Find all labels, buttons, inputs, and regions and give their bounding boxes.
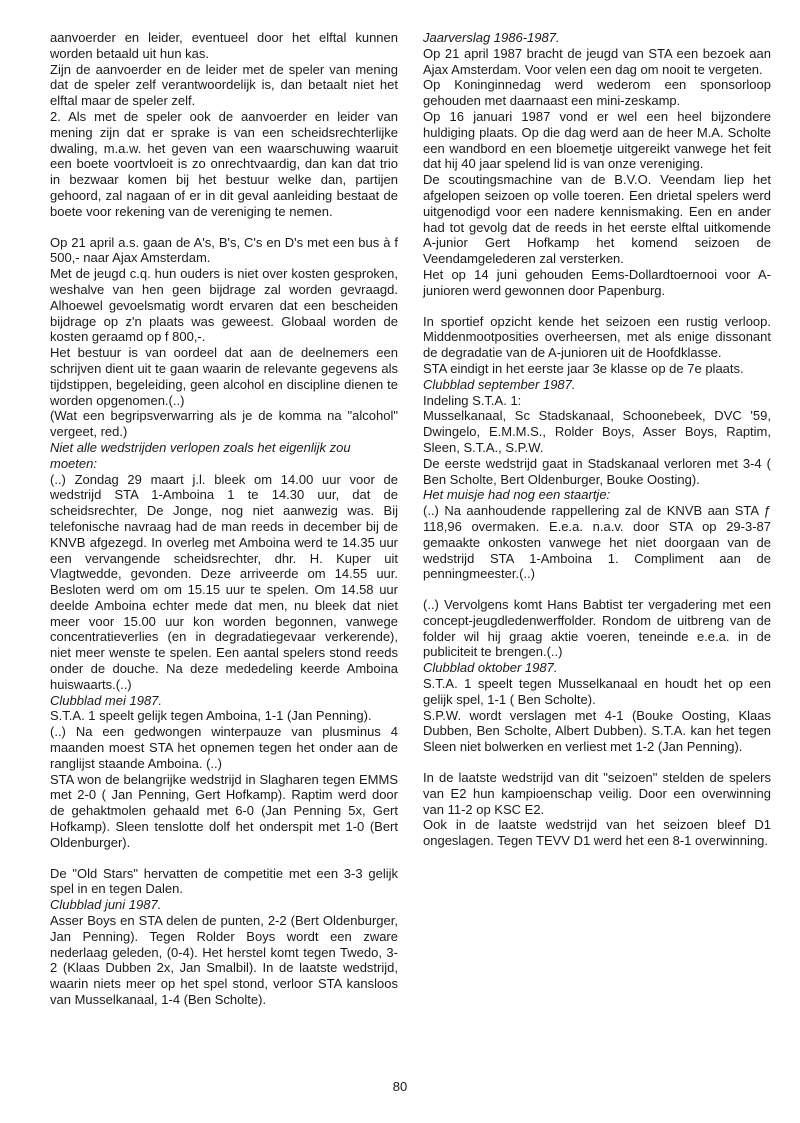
section-heading-clubblad-mei: Clubblad mei 1987. [50, 692, 163, 708]
paragraph-amboina-referee: (..) Zondag 29 maart j.l. bleek om 14.00 uur voor de wedstrijd STA 1-Amboina 1 te 14.30 uur, dat de scheidsrechter, De Jonge, nog niet aanwezig was. Bij telefonische navraag had de man reeds in december bij de KNVB afgezegd. In overleg met Amboina werd te 14.35 uur een vervangende scheidsrechter, dhr. H. Kuper uit Vlagtwedde, gevonden. Deze arriveerde om 14.55 uur. Besloten werd om om 15.15 uur te spelen. Om 14.58 uur deelde Amboina echter mede dat men, nu bleek dat niet meer voor 15.00 uur kon worden begonnen, vanwege concentratieverlies (en in degradatiegevaar verkerende), niet meer wenste te spelen. Een aantal spelers stond reeds onder de douche. Na deze mededeling keerde Amboina huiswaarts.(..) [50, 471, 398, 692]
section-heading-clubblad-oktober: Clubblad oktober 1987. [423, 660, 558, 676]
section-heading-muisje-staartje: Het muisje had nog een staartje: [423, 487, 611, 503]
paragraph-sportief-opzicht: In sportief opzicht kende het seizoen een rustig verloop. Middenmootposities overheersen, met als enige dissonant de degradatie van de A-junioren uit de Hoofdklasse. STA eindigt in het eerste jaar 3e klasse op de 7e plaats. [423, 313, 771, 376]
paragraph-clubblad-mei: S.T.A. 1 speelt gelijk tegen Amboina, 1-1 (Jan Penning). (..) Na een gedwongen winterpauze van plusminus 4 maanden moest STA het opnemen tegen het onder aan de ranglijst staande Amboina. (..) STA won de belangrijke wedstrijd in Slagharen tegen EMMS met 2-0 ( Jan Penning, Gert Hofkamp). Raptim werd door de gehaktmolen gehaald met 6-0 (Jan Penning 5x, Gert Hofkamp). Sleen tenslotte dolf het onderspit met 1-0 (Bert Oldenburger). [50, 708, 398, 850]
section-heading-jaarverslag: Jaarverslag 1986-1987. [423, 30, 560, 45]
section-heading-clubblad-juni: Clubblad juni 1987. [50, 897, 162, 913]
paragraph-old-stars: De "Old Stars" hervatten de competitie met een 3-3 gelijk spel in en tegen Dalen. [50, 865, 398, 897]
paragraph-ajax-bus-trip: Op 21 april a.s. gaan de A's, B's, C's en D's met een bus à f 500,- naar Ajax Amsterdam. Met de jeugd c.q. hun ouders is niet over kosten gesproken, weshalve van hen geen bijdrage zal worden gevraagd. Alhoewel gevoelsmatig wordt ervaren dat een bescheiden bijdrage op z'n plaats was geweest. Globaal worden de kosten geraamd op f 800,-. Het bestuur is van oordeel dat aan de deelnemers een schrijven dient uit te gaan waarin de relevante gegevens als tijdstippen, begeleiding, geen alcohol en discipline dienen te worden opgenomen.(..) (Wat een begripsverwarring als je de komma na "alcohol" vergeet, red.) [50, 234, 398, 440]
paragraph-jeugdledenwerffolder: (..) Vervolgens komt Hans Babtist ter vergadering met een concept-jeugdledenwerffolder. Rondom de uitbreng van de folder wil hij graag aktie voeren, teneinde e.e.a. in de publiciteit te brengen.(..) [423, 597, 771, 660]
left-column [50, 30, 398, 1008]
paragraph-knvb-refund: (..) Na aanhoudende rappellering zal de KNVB aan STA ƒ 118,96 overmaken. E.e.a. n.a.v. door STA op 29-3-87 gemaakte onkosten vanwege het niet doorgaan van de wedstrijd STA 1-Amboina 1. Compliment aan de penningmeester.(..) [423, 503, 771, 582]
section-heading-matches: Niet alle wedstrijden verlopen zoals het eigenlijk zou moeten: [50, 439, 351, 471]
right-column [423, 30, 771, 849]
paragraph-clubblad-oktober: S.T.A. 1 speelt tegen Musselkanaal en houdt het op een gelijk spel, 1-1 ( Ben Scholte). S.P.W. wordt verslagen met 4-1 (Bouke Oosting, Klaas Dubben, Ben Scholte, Albert Dubben). S.T.A. kan het tegen Sleen niet bolwerken en verliest met 1-2 (Jan Penning). [423, 676, 771, 755]
section-heading-clubblad-september: Clubblad september 1987. [423, 376, 576, 392]
page-number: 80 [392, 1079, 408, 1094]
paragraph-clubblad-september: Indeling S.T.A. 1: Musselkanaal, Sc Stadskanaal, Schoonebeek, DVC '59, Dwingelo, E.M.M.S., Rolder Boys, Asser Boys, Raptim, Sleen, S.T.A., S.P.W. De eerste wedstrijd gaat in Stadskanaal verloren met 3-4 ( Ben Scholte, Bert Oldenburger, Bouke Oosting). [423, 392, 771, 487]
paragraph-e2-d1-results: In de laatste wedstrijd van dit "seizoen" stelden de spelers van E2 hun kampioenschap veilig. Door een overwinning van 11-2 op KSC E2. Ook in de laatste wedstrijd van het seizoen bleef D1 ongeslagen. Tegen TEVV D1 werd het een 8-1 overwinning. [423, 770, 771, 849]
paragraph-jaarverslag: Op 21 april 1987 bracht de jeugd van STA een bezoek aan Ajax Amsterdam. Voor velen een dag om nooit te vergeten. Op Koninginnedag werd wederom een sponsorloop gehouden met daarnaast een mini-zeskamp. Op 16 januari 1987 vond er wel een heel bijzondere huldiging plaats. Op die dag werd aan de heer M.A. Scholte een wandbord en een bloemetje uitgereikt vanwege het feit dat hij 40 jaar spelend lid is van onze vereniging. De scoutingsmachine van de B.V.O. Veendam liep het afgelopen seizoen op volle toeren. Een drietal spelers werd uitgenodigd voor een nadere kennismaking. Een en ander had tot gevolg dat de reeds in het eerste elftal uitkomende A-junior Gert Hofkamp het komend seizoen de Veendamgelederen zal versterken. Het op 14 juni gehouden Eems-Dollardtoernooi voor A-junioren werd gewonnen door Papenburg. [423, 45, 771, 298]
paragraph-clubblad-juni: Asser Boys en STA delen de punten, 2-2 (Bert Oldenburger, Jan Penning). Tegen Rolder Boys wordt een zware nederlaag geleden, (0-4). Het herstel komt tegen Twedo, 3-2 (Klaas Dubben 2x, Jan Smalbil). In de laatste wedstrijd, waarin niets meer op het spel stond, verloor STA kansloos van Musselkanaal, 1-4 (Ben Scholte). [50, 913, 398, 1008]
paragraph-captain-leader-fines: aanvoerder en leider, eventueel door het elftal kunnen worden betaald uit hun kas. Zijn de aanvoerder en de leider met de speler van mening dat de speler zelf verantwoordelijk is, dan betaalt niet het elftal maar de speler zelf. 2. Als met de speler ook de aanvoerder en leider van mening zijn dat er sprake is van een scheidsrechterlijke dwaling, m.a.w. het geven van een waarschuwing waaruit een boete voortvloeit is zo onrechtvaardig, dan kan dat trio in bezwaar komen bij het bestuur welke dan, partijen gehoord, zal nagaan of er in dit geval aanleiding bestaat de boete voor rekening van de vereniging te nemen. [50, 30, 398, 219]
